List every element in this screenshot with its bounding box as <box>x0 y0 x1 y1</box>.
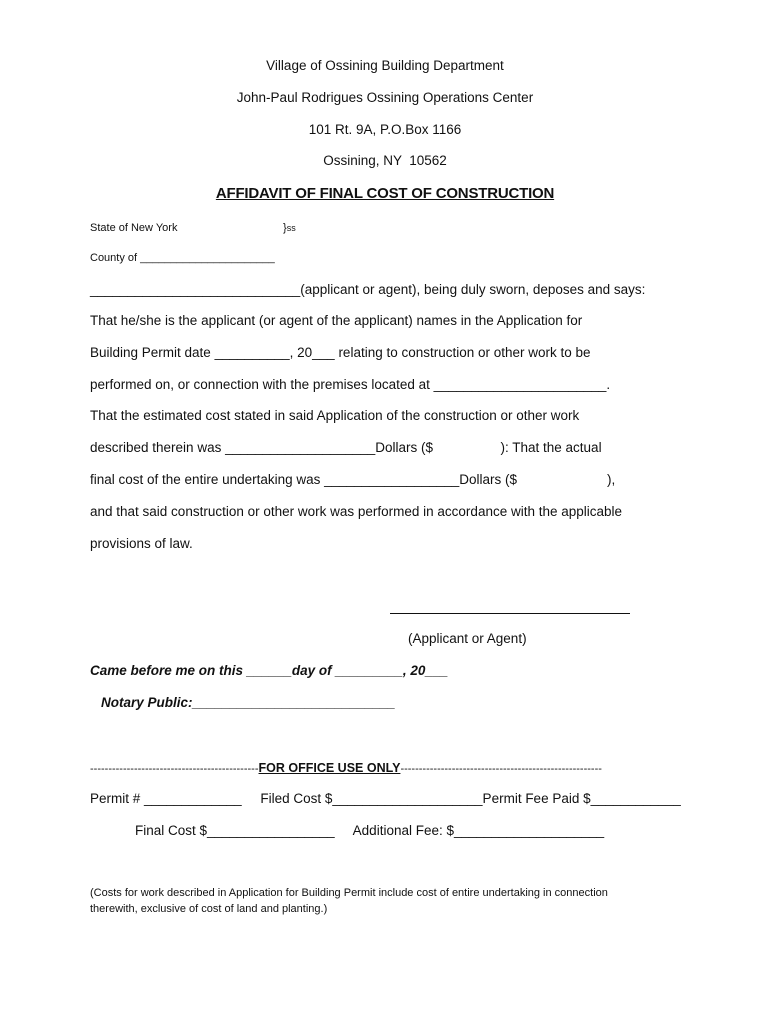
venue-bracket: } <box>283 222 287 234</box>
office-row-final-cost: Final Cost $_________________ Additional Fee: $____________________ <box>135 823 605 838</box>
venue-ss-label: ss <box>286 223 296 233</box>
body-line-premises: performed on, or connection with the premises located at _______________________. <box>90 377 611 392</box>
signature-label: (Applicant or Agent) <box>408 631 527 646</box>
body-line-final-cost: final cost of the entire undertaking was __________________Dollars ($ ), <box>90 472 616 487</box>
office-row-permit: Permit # _____________ Filed Cost $____________________Permit Fee Paid $____________ <box>90 791 681 806</box>
venue-ss <box>283 220 296 236</box>
office-left-dashes: ---------------------------------------------- <box>90 763 259 775</box>
venue-state: State of New York <box>90 222 178 234</box>
body-line-estimated-cost: described therein was ____________________Dollars ($ ): That the actual <box>90 440 602 455</box>
body-line-2: That he/she is the applicant (or agent of the applicant) names in the Application for <box>90 313 583 328</box>
signature-line <box>390 613 630 614</box>
body-line-8: and that said construction or other work was performed in accordance with the applicable <box>90 504 623 519</box>
notary-public-line: Notary Public:___________________________ <box>101 695 396 710</box>
footnote-line-1: (Costs for work described in Application for Building Permit include cost of entire undertaking in connection <box>90 887 608 899</box>
footnote-line-2: therewith, exclusive of cost of land and planting.) <box>90 903 328 915</box>
office-right-dashes: ------------------------------------------------------- <box>400 763 602 775</box>
body-line-permit-date: Building Permit date __________, 20___ relating to construction or other work to be <box>90 345 591 360</box>
body-line-applicant: ____________________________(applicant or agent), being duly sworn, deposes and says: <box>90 282 646 297</box>
header-city-state-zip: Ossining, NY 10562 <box>323 153 447 168</box>
header-department: Village of Ossining Building Department <box>266 58 504 73</box>
body-line-5: That the estimated cost stated in said Application of the construction or other work <box>90 408 580 423</box>
venue-county: County of ______________________ <box>90 252 275 264</box>
document-title: AFFIDAVIT OF FINAL COST OF CONSTRUCTION <box>215 185 555 202</box>
office-use-label: FOR OFFICE USE ONLY <box>258 761 401 775</box>
body-line-9: provisions of law. <box>90 536 193 551</box>
header-address: 101 Rt. 9A, P.O.Box 1166 <box>308 122 462 137</box>
header-operations-center: John-Paul Rodrigues Ossining Operations Center <box>236 90 534 105</box>
notary-came-before: Came before me on this ______day of _________, 20___ <box>90 663 448 678</box>
office-use-divider <box>90 760 602 777</box>
